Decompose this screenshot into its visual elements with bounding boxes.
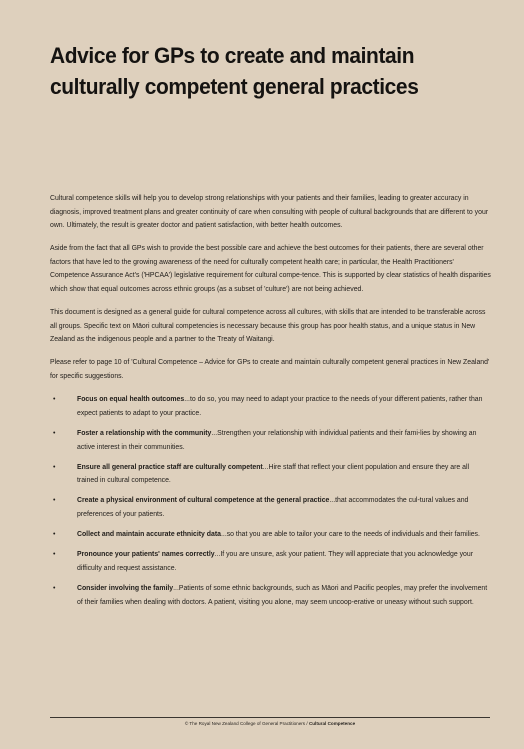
footer-document-name: Cultural Competence: [308, 721, 356, 726]
page-footer: [50, 721, 490, 726]
list-item: [50, 528, 492, 542]
document-body: [50, 192, 492, 616]
footer-divider: [50, 717, 490, 718]
list-item: [50, 494, 492, 521]
bullet-icon: •: [53, 396, 56, 404]
list-item: [50, 393, 492, 420]
list-item-heading: Ensure all general practice staff are culturally competent: [77, 463, 263, 471]
list-item-heading: Collect and maintain accurate ethnicity data: [77, 531, 221, 539]
list-item-text: ...Strengthen your relationship with individual patients and their fami-lies by showing an active interest in their communities.: [77, 429, 477, 451]
list-item-heading: Pronounce your patients' names correctly: [77, 551, 215, 559]
list-item-text: ...Hire staff that reflect your client population and ensure they are all trained in cultural competence.: [77, 463, 470, 485]
list-item-heading: Foster a relationship with the community: [77, 429, 212, 437]
page-title: Advice for GPs to create and maintain culturally competent general practices: [50, 43, 419, 99]
list-item-text: ...that accommodates the cul-tural values and preferences of your patients.: [77, 497, 469, 519]
paragraph-reference: Please refer to page 10 of 'Cultural Competence – Advice for GPs to create and maintain culturally competent general practices in New Zealand' for specific suggestions.: [50, 359, 490, 381]
advice-list: [50, 393, 492, 609]
list-item-text: ...If you are unsure, ask your patient. They will appreciate that you acknowledge your difficulty and request assistance.: [77, 551, 473, 573]
list-item-text: ...so that you are able to tailor your care to the needs of individuals and their families.: [220, 531, 480, 539]
bullet-icon: •: [53, 429, 56, 437]
list-item: [50, 461, 492, 488]
paragraph-factors: Aside from the fact that all GPs wish to provide the best possible care and achieve the best outcomes for their patients, there are several other factors that have led to the growing awareness of the need for culturally competent health care; in particular, the Health Practitioners' Competence Assurance Act's ('HPCAA') legislative requirement for cultural compe-tence. This is supported by clear statistics of health disparities which show that equal outcomes across ethnic groups (as a subset of 'culture') are not being achieved.: [50, 245, 491, 294]
list-item-text: ...to do so, you may need to adapt your practice to the needs of your different patients, rather than expect patients to adapt to your practice.: [77, 396, 483, 417]
list-item-heading: Create a physical environment of cultural competence at the general practice: [77, 497, 330, 505]
bullet-icon: •: [53, 551, 56, 559]
footer-organisation: © The Royal New Zealand College of General Practitioners /: [184, 721, 308, 726]
bullet-icon: •: [53, 463, 56, 471]
list-item-heading: Focus on equal health outcomes: [77, 396, 185, 404]
bullet-icon: •: [53, 585, 56, 593]
bullet-icon: •: [53, 497, 56, 505]
paragraph-intro: Cultural competence skills will help you to develop strong relationships with your patients and their families, leading to greater accuracy in diagnosis, improved treatment plans and greater continuity of care when consulting with people of cultural backgrounds that are different to your own. Ultimately, the result is greater doctor and patient satisfaction, with better health outcomes.: [50, 195, 489, 230]
list-item-heading: Consider involving the family: [77, 585, 174, 593]
list-item: [50, 548, 492, 575]
list-item-text: ...Patients of some ethnic backgrounds, such as Māori and Pacific peoples, may prefer the involvement of their families when dealing with doctors. A patient, visiting you alone, may seem uncoop-erative or uneasy without such support.: [77, 585, 488, 606]
list-item: [50, 427, 492, 454]
list-item: [50, 582, 492, 609]
paragraph-purpose: This document is designed as a general guide for cultural competence across all cultures, with skills that are intended to be transferable across all groups. Specific text on Māori cultural competencies is necessary because this group has poor health status, and a unique status in New Zealand as the indigenous people and a partner to the Treaty of Waitangi.: [50, 309, 486, 344]
bullet-icon: •: [53, 531, 56, 539]
